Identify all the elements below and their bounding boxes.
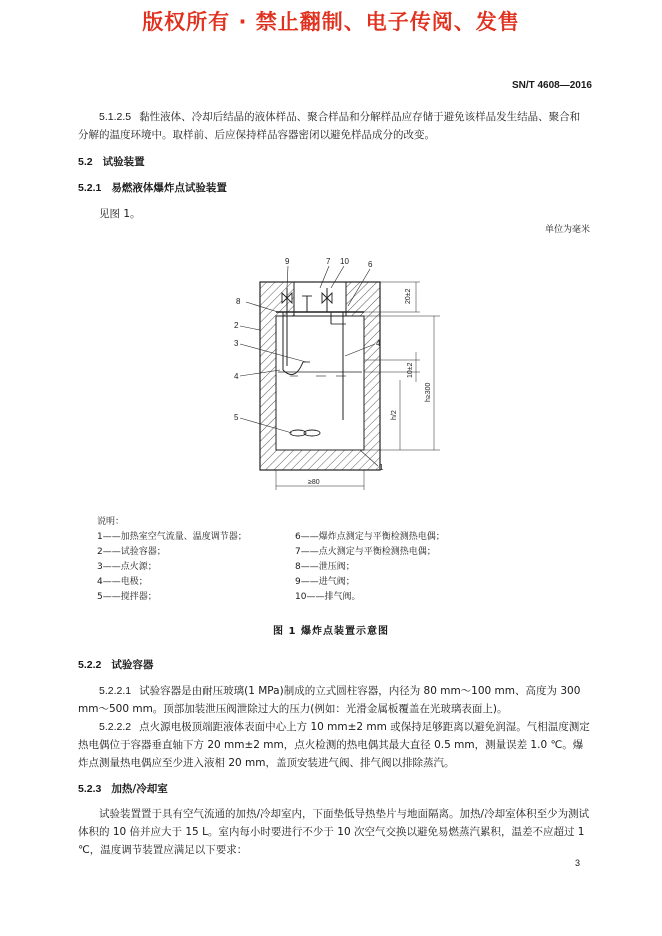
callout-6: 6	[368, 260, 373, 269]
section-number: 5.2.2.1	[99, 685, 132, 697]
legend-left	[97, 530, 247, 605]
heading-5-2	[78, 154, 145, 169]
callout-9: 9	[285, 257, 290, 266]
callout-8: 8	[236, 297, 241, 306]
paragraph-5-2-2-2	[78, 718, 590, 772]
section-number: 5.2	[78, 156, 93, 168]
section-number: 5.1.2.5	[99, 111, 132, 123]
see-figure-text: 见图 1。	[99, 208, 141, 220]
paragraph-5-2-3: 试验装置置于具有空气流通的加热/冷却室内，下面垫低导热垫片与地面隔离。加热/冷却室体积至少为测试体积的 10 倍并应大于 15 L。室内每小时要进行不少于 10 次空气交换以避免易燃蒸汽累积，温差不应超过 1 ℃，温度调节装置应满足以下要求：	[78, 808, 590, 856]
section-number: 5.2.3	[78, 783, 102, 795]
unit-note: 单位为毫米	[544, 225, 590, 235]
figure-caption: 图 1 爆炸点装置示意图	[273, 626, 389, 637]
legend-item: 1——加热室空气流量、温度调节器；	[97, 532, 247, 542]
legend-title: 说明：	[97, 517, 125, 527]
heading-5-2-3	[78, 781, 168, 796]
callout-7: 7	[326, 257, 331, 266]
callout-1: 1	[379, 463, 384, 472]
section-number: 5.2.2.2	[99, 721, 132, 733]
legend-right	[295, 530, 445, 605]
page-number: 3	[574, 858, 580, 868]
section-text: 点火源电极顶端距液体表面中心上方 10 mm±2 mm 或保持足够距离以避免润湿。气相温度测定热电偶位于容器垂直轴下方 20 mm±2 mm，点火检测的热电偶其最大直径 0.5 mm，测量误差 1.0 ℃。爆炸点测量热电偶应至少进入液相 20 mm，盖顶安装进气阀、排气阀以排除蒸汽。	[78, 721, 590, 769]
section-title: 加热/冷却室	[111, 783, 168, 795]
stirrer-icon	[290, 430, 320, 436]
dim-top: 20±2	[405, 288, 412, 304]
legend-item: 3——点火源；	[97, 562, 157, 572]
dim-height: h≥300	[425, 382, 432, 402]
heading-5-2-2	[78, 657, 153, 672]
copyright-banner: 版权所有 · 禁止翻制、电子传阅、发售	[142, 10, 520, 34]
legend-item: 2——试验容器；	[97, 547, 166, 557]
legend-item: 9——进气阀；	[295, 577, 355, 587]
paragraph-5-2-2-1	[78, 682, 590, 718]
dim-width: ≥80	[308, 479, 320, 486]
callout-2: 2	[234, 321, 239, 330]
apparatus-diagram	[220, 252, 460, 500]
section-title: 试验装置	[102, 156, 145, 168]
paragraph-5-1-2-5	[78, 108, 590, 144]
callout-10: 10	[340, 257, 349, 266]
section-number: 5.2.1	[78, 182, 102, 194]
legend-item: 4——电极；	[97, 577, 148, 587]
legend-item: 5——搅拌器；	[97, 592, 157, 602]
section-number: 5.2.2	[78, 659, 102, 671]
section-title: 易燃液体爆炸点试验装置	[111, 182, 227, 194]
dim-mid: 10±2	[407, 362, 414, 378]
section-text: 试验容器是由耐压玻璃(1 MPa)制成的立式圆柱容器，内径为 80 mm～100 mm、高度为 300 mm～500 mm。顶部加装泄压阀泄除过大的压力(例如：光滑金属板覆盖在光玻璃表面上)。	[78, 685, 581, 715]
callout-4-left: 4	[234, 372, 239, 381]
callout-4-right: 4	[376, 339, 381, 348]
dim-half: h/2	[391, 410, 398, 420]
section-title: 试验容器	[111, 659, 154, 671]
standard-number: SN/T 4608—2016	[511, 80, 592, 91]
callout-5: 5	[234, 413, 239, 422]
legend-item: 8——泄压阀；	[295, 562, 355, 572]
heading-5-2-1	[78, 180, 227, 195]
callout-3: 3	[234, 339, 239, 348]
legend-item: 7——点火测定与平衡检测热电偶；	[295, 547, 436, 557]
section-text: 黏性液体、冷却后结晶的液体样品、聚合样品和分解样品应存储于避免该样品发生结晶、聚合和分解的温度环境中。取样前、后应保持样品容器密闭以避免样品成分的改变。	[78, 111, 581, 141]
test-vessel	[276, 312, 364, 450]
electrodes	[283, 312, 346, 420]
legend-item: 6——爆炸点测定与平衡检测热电偶；	[295, 532, 445, 542]
legend-item: 10——排气阀。	[295, 592, 361, 602]
